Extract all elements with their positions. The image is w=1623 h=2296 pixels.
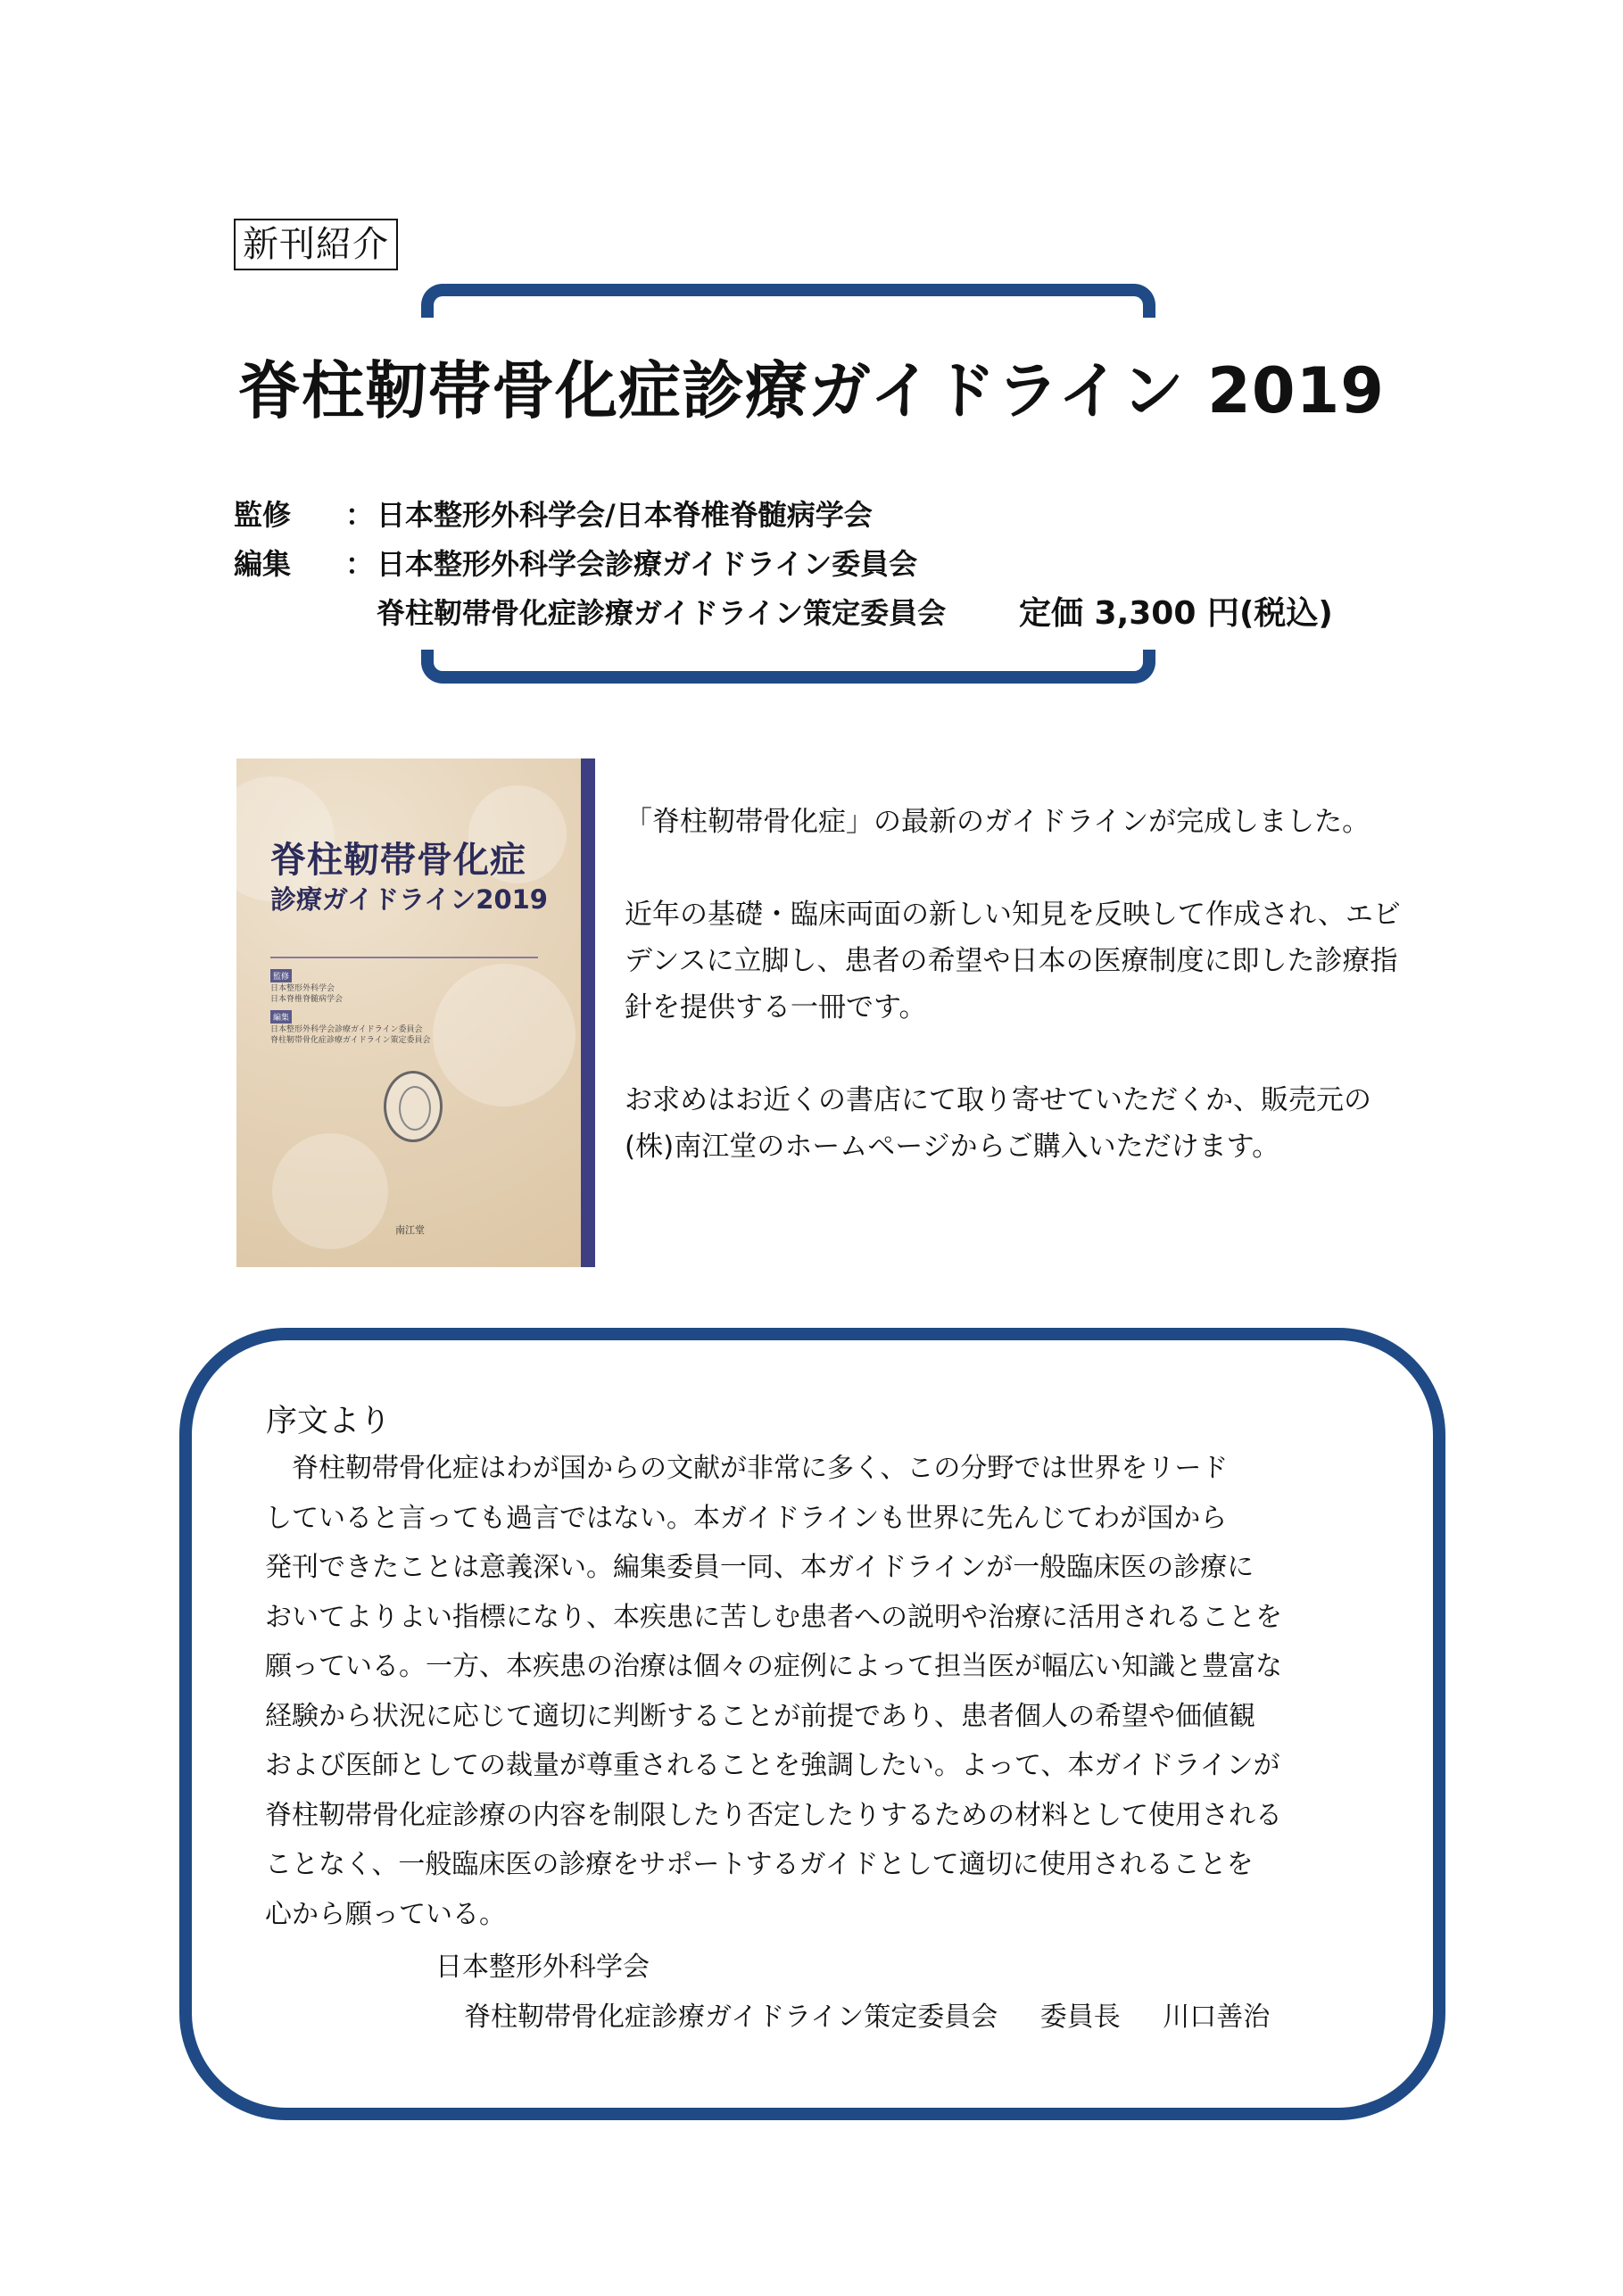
- intro-paragraph: お求めはお近くの書店にて取り寄せていただくか、販売元の(株)南江堂のホームページからご購入いただけます。: [625, 1084, 1371, 1163]
- cover-bokeh: [433, 964, 576, 1107]
- credit-colon: ：: [345, 498, 375, 532]
- cover-editor-1: 日本整形外科学会診療ガイドライン委員会: [270, 1025, 423, 1034]
- credit-value: 日本整形外科学会診療ガイドライン委員会: [377, 547, 918, 581]
- new-release-tag: 新刊紹介: [234, 219, 398, 270]
- cover-supervision-1: 日本整形外科学会: [270, 984, 335, 993]
- title-frame-bottom: [421, 650, 1155, 684]
- cover-publisher: 南江堂: [395, 1224, 425, 1236]
- signature-line: [464, 1995, 1270, 2040]
- credit-value: 日本整形外科学会/日本脊椎脊髄病学会: [377, 498, 873, 532]
- cover-supervision-label: 監修: [270, 969, 292, 982]
- cover-title-line2: 診療ガイドライン2019: [270, 884, 548, 915]
- signature-committee: 脊柱靭帯骨化症診療ガイドライン策定委員会: [464, 2002, 998, 2033]
- preface-body: 脊柱靭帯骨化症はわが国からの文献が非常に多く、この分野では世界をリード していると言っても過言ではない。本ガイドラインも世界に先んじてわが国から 発刊できたことは意義深い。編集委員一同、本ガイドラインが一般臨床医の診療に おいてよりよい指標になり、本疾患に苦しむ患者への説明や治療に活用されることを 願っている。一方、本疾患の治療は個々の症例によって担当医が幅広い知識と豊富な 経験から状況に応じて適切に判断することが前提であり、患者個人の希望や価値観 および医師としての裁量が尊重されることを強調したい。よって、本ガイドラインが 脊柱靭帯骨化症診療の内容を制限したり否定したりするための材料として使用される ことなく、一般臨床医の診療をサポートするガイドとして適切に使用されることを 心から願っている。: [265, 1453, 1282, 1930]
- intro-paragraph: 「脊柱靭帯骨化症」の最新のガイドラインが完成しました。: [625, 806, 1370, 838]
- signature-organization: 日本整形外科学会: [435, 1952, 650, 1983]
- intro-text: [625, 799, 1410, 1170]
- credit-label: 監修: [234, 498, 292, 532]
- cover-divider: [270, 957, 538, 958]
- cover-editor-label: 編集: [270, 1010, 292, 1024]
- preface-heading: 序文より: [266, 1404, 392, 1439]
- cover-title-line1: 脊柱靭帯骨化症: [270, 840, 526, 881]
- credit-value: 脊柱靭帯骨化症診療ガイドライン策定委員会: [377, 596, 947, 630]
- intro-paragraph: 近年の基礎・臨床両面の新しい知見を反映して作成され、エビデンスに立脚し、患者の希望や日本の医療制度に即した診療指針を提供する一冊です。: [625, 899, 1401, 1024]
- signature-name: 川口善治: [1163, 2002, 1271, 2033]
- credit-label: 編集: [234, 547, 292, 581]
- page-title: 脊柱靭帯骨化症診療ガイドライン 2019: [238, 354, 1385, 427]
- signature-role: 委員長: [1039, 2002, 1121, 2033]
- society-seal-icon: [384, 1071, 443, 1142]
- cover-editor-2: 脊柱靭帯骨化症診療ガイドライン策定委員会: [270, 1036, 431, 1045]
- title-frame-top: [421, 284, 1155, 318]
- cover-bokeh: [272, 1133, 388, 1249]
- price: 定価 3,300 円(税込): [1019, 595, 1333, 632]
- credit-colon: ：: [345, 547, 375, 581]
- book-cover-image: [236, 758, 595, 1267]
- cover-supervision-2: 日本脊椎脊髄病学会: [270, 995, 344, 1004]
